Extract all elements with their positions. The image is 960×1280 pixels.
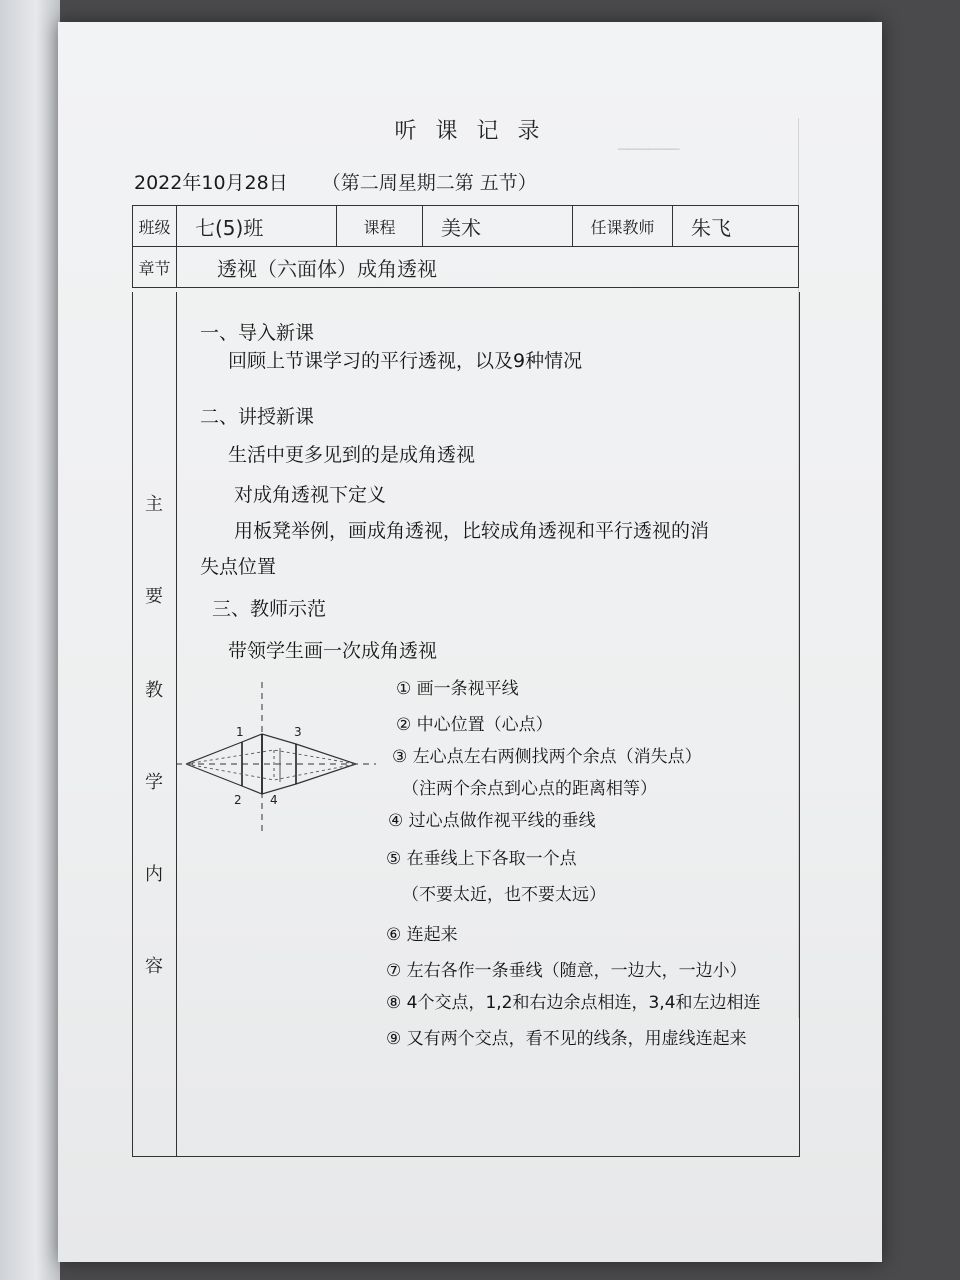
info-row-class [133, 206, 799, 247]
section-2-title: 二、讲授新课 [200, 406, 315, 428]
side-label-char: 要 [145, 586, 163, 607]
teacher-label: 任课教师 [573, 206, 673, 247]
corner-label-1: 1 [236, 725, 244, 739]
step-1: ① 画一条视平线 [396, 679, 519, 699]
left-page-edge [0, 0, 60, 1280]
bleed-through-text: ────── [618, 140, 680, 160]
step-6: ⑥ 连起来 [386, 925, 458, 945]
step-2: ② 中心位置（心点） [396, 715, 553, 735]
section-3-title: 三、教师示范 [212, 598, 327, 620]
class-value: 七(5)班 [177, 206, 337, 247]
info-row-chapter [133, 247, 799, 288]
class-label: 班级 [133, 206, 177, 247]
teacher-value: 朱飞 [673, 206, 799, 247]
chapter-value: 透视（六面体）成角透视 [177, 247, 799, 288]
notebook-page [58, 22, 882, 1262]
date: 2022年10月28日 [134, 172, 288, 194]
section-1-text: 回顾上节课学习的平行透视，以及9种情况 [228, 350, 583, 372]
step-5-note: （不要太近，也不要太远） [402, 885, 606, 905]
section-2-text-1: 生活中更多见到的是成角透视 [228, 444, 476, 466]
info-table [132, 205, 799, 288]
date-line [134, 168, 537, 195]
bleed-through-line [798, 118, 799, 1018]
section-2-text-3b: 失点位置 [200, 556, 277, 578]
side-label-char: 教 [145, 680, 163, 701]
section-2-text-3a: 用板凳举例，画成角透视，比较成角透视和平行透视的消 [234, 520, 710, 542]
chapter-label: 章节 [133, 247, 177, 288]
side-label-char: 主 [145, 494, 163, 515]
section-1-title: 一、导入新课 [200, 322, 315, 344]
step-7: ⑦ 左右各作一条垂线（随意，一边大，一边小） [386, 961, 747, 981]
section-2-text-2: 对成角透视下定义 [234, 484, 387, 506]
course-value: 美术 [423, 206, 573, 247]
step-3: ③ 左心点左右两侧找两个余点（消失点） [392, 747, 702, 767]
section-3-text: 带领学生画一次成角透视 [228, 640, 438, 662]
corner-label-4: 4 [270, 793, 278, 807]
side-label-char: 内 [145, 864, 163, 885]
side-label-char: 容 [145, 956, 163, 977]
side-label-column [132, 292, 177, 1156]
side-label-char: 学 [145, 772, 163, 793]
step-9: ⑨ 又有两个交点，看不见的线条，用虚线连起来 [386, 1029, 747, 1049]
step-3-note: （注两个余点到心点的距离相等） [402, 779, 657, 799]
corner-label-3: 3 [294, 725, 302, 739]
week-info: （第二周星期二第 五节） [321, 172, 537, 194]
step-4: ④ 过心点做作视平线的垂线 [388, 811, 596, 831]
page-title: 听 课 记 录 [394, 119, 546, 144]
perspective-diagram [176, 682, 376, 832]
step-8: ⑧ 4个交点，1,2和右边余点相连，3,4和左边相连 [386, 993, 761, 1013]
course-label: 课程 [337, 206, 423, 247]
corner-label-2: 2 [234, 793, 242, 807]
step-5: ⑤ 在垂线上下各取一个点 [386, 849, 577, 869]
